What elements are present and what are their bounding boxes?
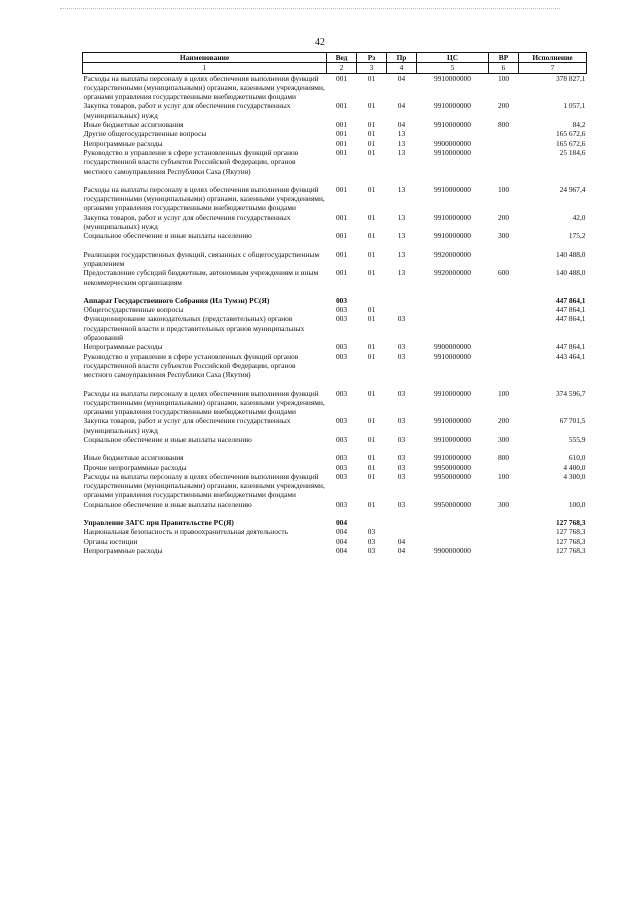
cell-val: 140 488,0 <box>555 249 586 259</box>
cell-pr: 03 <box>397 314 406 324</box>
header-num-2: 2 <box>327 63 357 73</box>
header-name: Наименование <box>83 53 327 63</box>
cell-ved: 001 <box>335 129 348 139</box>
cell-val: 25 184,6 <box>559 147 586 157</box>
cell-pr: 03 <box>397 416 406 426</box>
cell-val: 447 864,1 <box>555 342 586 352</box>
budget-table <box>82 52 587 555</box>
cell-pr: 03 <box>397 434 406 444</box>
cell-val: 127 768,3 <box>555 518 586 528</box>
cell-name: Прочие непрограммные расходы <box>83 462 187 472</box>
cell-name: Закупка товаров, работ и услуг для обеспечения государственных (муниципальных) нужд <box>83 101 291 120</box>
cell-name: Аппарат Государственного Собрания (Ил Тумэн) РС(Я) <box>83 295 270 305</box>
cell-cs: 9910000000 <box>434 434 471 444</box>
cell-name: Расходы на выплаты персоналу в целях обеспечения выполнения функций государственными (муниципальными) органами, казенными учреждениями, органами управления государственными внебюджетными фондами <box>83 471 325 500</box>
cell-pr: 13 <box>397 147 406 157</box>
table-row <box>83 129 587 138</box>
cell-pr: 13 <box>397 249 406 259</box>
cell-rz <box>357 518 387 527</box>
cell-ved: 003 <box>335 351 348 361</box>
cell-pr: 04 <box>397 120 406 130</box>
spacer-cell <box>83 241 587 250</box>
table-row <box>83 213 587 232</box>
cell-cs: 9910000000 <box>434 212 471 222</box>
cell-cs: 9910000000 <box>434 231 471 241</box>
cell-rz: 01 <box>367 184 376 194</box>
cell-rz: 01 <box>367 462 376 472</box>
cell-rz: 01 <box>367 147 376 157</box>
cell-name: Закупка товаров, работ и услуг для обеспечения государственных (муниципальных) нужд <box>83 416 291 435</box>
cell-rz: 01 <box>367 434 376 444</box>
table-row <box>83 101 587 120</box>
cell-cs: 9900000000 <box>434 545 471 555</box>
cell-pr: 04 <box>397 545 406 555</box>
cell-rz: 01 <box>367 499 376 509</box>
cell-name: Непрограммные расходы <box>83 342 163 352</box>
cell-name: Социальное обеспечение и иные выплаты населению <box>83 499 252 509</box>
cell-ved: 001 <box>335 138 348 148</box>
cell-cs: 9920000000 <box>434 249 471 259</box>
cell-cs <box>417 296 489 305</box>
table-header-number-row <box>83 63 587 73</box>
cell-val: 84,2 <box>572 120 586 130</box>
cell-ved: 003 <box>335 434 348 444</box>
table-row <box>83 352 587 380</box>
table-row <box>83 537 587 546</box>
cell-vr <box>489 296 519 305</box>
cell-vr <box>489 314 519 342</box>
row-spacer <box>83 380 587 389</box>
row-spacer <box>83 444 587 453</box>
cell-val: 24 967,4 <box>559 184 586 194</box>
cell-cs: 9920000000 <box>434 268 471 278</box>
table-row <box>83 268 587 287</box>
table-row <box>83 518 587 527</box>
row-spacer <box>83 287 587 296</box>
header-pr: Пр <box>387 53 417 63</box>
cell-cs: 9910000000 <box>434 453 471 463</box>
cell-val: 374 596,7 <box>555 388 586 398</box>
cell-vr: 600 <box>497 268 510 278</box>
cell-name: Органы юстиции <box>83 536 138 546</box>
table-row <box>83 527 587 536</box>
cell-cs <box>417 518 489 527</box>
cell-cs <box>417 527 489 536</box>
row-spacer <box>83 509 587 518</box>
cell-vr: 200 <box>497 212 510 222</box>
cell-pr: 03 <box>397 471 406 481</box>
cell-rz: 01 <box>367 416 376 426</box>
cell-ved: 004 <box>335 536 348 546</box>
cell-ved: 004 <box>335 545 348 555</box>
cell-vr <box>489 342 519 351</box>
table-row <box>83 296 587 305</box>
spacer-cell <box>83 287 587 296</box>
cell-val: 165 672,6 <box>555 129 586 139</box>
cell-cs: 9910000000 <box>434 101 471 111</box>
cell-rz: 01 <box>367 471 376 481</box>
table-row <box>83 389 587 417</box>
header-num-5: 5 <box>417 63 489 73</box>
page-number: 42 <box>315 37 325 48</box>
cell-ved: 003 <box>335 471 348 481</box>
cell-val: 4 400,0 <box>563 462 586 472</box>
cell-vr: 300 <box>497 434 510 444</box>
cell-rz: 01 <box>367 212 376 222</box>
cell-val: 378 827,1 <box>555 73 586 83</box>
cell-name: Закупка товаров, работ и услуг для обеспечения государственных (муниципальных) нужд <box>83 212 291 232</box>
cell-ved: 003 <box>335 342 348 352</box>
cell-rz: 01 <box>367 129 376 139</box>
cell-vr: 100 <box>497 73 510 83</box>
cell-ved: 004 <box>335 527 348 537</box>
spacer-cell <box>83 176 587 185</box>
table-row <box>83 231 587 240</box>
table-row <box>83 250 587 269</box>
cell-name: Непрограммные расходы <box>83 545 163 555</box>
header-num-7: 7 <box>519 63 587 73</box>
cell-name: Управление ЗАГС при Правительстве РС(Я) <box>83 518 234 528</box>
header-num-6: 6 <box>489 63 519 73</box>
cell-pr: 03 <box>397 499 406 509</box>
cell-val: 165 672,6 <box>555 138 586 148</box>
header-vr: ВР <box>489 53 519 63</box>
cell-rz: 01 <box>367 73 376 83</box>
cell-rz: 01 <box>367 388 376 398</box>
cell-pr <box>387 305 417 314</box>
cell-cs: 9910000000 <box>434 351 471 361</box>
cell-val: 447 864,1 <box>555 305 586 315</box>
cell-vr <box>489 518 519 527</box>
cell-rz: 01 <box>367 305 376 315</box>
cell-val: 4 300,0 <box>563 471 586 481</box>
cell-vr <box>489 352 519 380</box>
cell-vr: 800 <box>497 120 510 130</box>
cell-vr: 300 <box>497 231 510 241</box>
cell-cs: 9910000000 <box>434 73 471 83</box>
table-row <box>83 453 587 462</box>
cell-val: 555,9 <box>568 434 586 444</box>
cell-cs: 9910000000 <box>434 120 471 130</box>
cell-name: Другие общегосударственные вопросы <box>83 129 207 139</box>
cell-cs: 9950000000 <box>434 471 471 481</box>
cell-rz: 01 <box>367 249 376 259</box>
cell-name: Общегосударственные вопросы <box>83 305 184 315</box>
cell-ved: 001 <box>335 268 348 278</box>
cell-pr <box>387 518 417 527</box>
cell-val: 447 864,1 <box>555 295 586 305</box>
cell-name: Непрограммные расходы <box>83 138 163 148</box>
row-spacer <box>83 176 587 185</box>
cell-val: 42,0 <box>572 212 586 222</box>
cell-name: Руководство и управление в сфере установленных функций органов государственной власти субъектов Российской Федерации, органов местного самоуправления Республики Саха (Якутия) <box>83 351 299 380</box>
cell-val: 127 768,3 <box>555 536 586 546</box>
cell-rz: 01 <box>367 268 376 278</box>
cell-vr <box>489 546 519 555</box>
cell-rz: 01 <box>367 120 376 130</box>
cell-cs <box>417 314 489 342</box>
table-row <box>83 73 587 101</box>
cell-cs <box>417 305 489 314</box>
cell-cs <box>417 129 489 138</box>
cell-ved: 001 <box>335 231 348 241</box>
table-row <box>83 148 587 176</box>
cell-val: 67 701,5 <box>559 416 586 426</box>
cell-val: 100,0 <box>568 499 586 509</box>
table-row <box>83 435 587 444</box>
cell-vr <box>489 129 519 138</box>
cell-pr: 13 <box>397 212 406 222</box>
cell-val: 443 464,1 <box>555 351 586 361</box>
cell-name: Иные бюджетные ассигнования <box>83 453 184 463</box>
cell-pr: 13 <box>397 129 406 139</box>
cell-cs: 9950000000 <box>434 499 471 509</box>
cell-val: 1 057,1 <box>563 101 586 111</box>
cell-val: 447 864,1 <box>555 314 586 324</box>
cell-pr: 03 <box>397 388 406 398</box>
header-num-4: 4 <box>387 63 417 73</box>
table-row <box>83 120 587 129</box>
table-body <box>83 73 587 555</box>
cell-name: Расходы на выплаты персоналу в целях обеспечения выполнения функций государственными (муниципальными) органами, казенными учреждениями, органами управления государственными внебюджетными фондами <box>83 388 325 417</box>
cell-rz: 01 <box>367 453 376 463</box>
cell-vr: 100 <box>497 471 510 481</box>
cell-val: 175,2 <box>568 231 586 241</box>
cell-cs: 9900000000 <box>434 138 471 148</box>
header-num-1: 1 <box>83 63 327 73</box>
spacer-cell <box>83 444 587 453</box>
cell-val: 127 768,3 <box>555 545 586 555</box>
cell-vr: 200 <box>497 416 510 426</box>
cell-name: Иные бюджетные ассигнования <box>83 120 184 130</box>
cell-name: Реализация государственных функций, связанных с общегосударственным управлением <box>83 249 320 268</box>
cell-ved: 004 <box>335 518 348 528</box>
cell-rz: 01 <box>367 231 376 241</box>
cell-pr: 04 <box>397 536 406 546</box>
cell-pr <box>387 527 417 536</box>
cell-cs: 9910000000 <box>434 388 471 398</box>
spacer-cell <box>83 509 587 518</box>
cell-rz: 03 <box>367 545 376 555</box>
cell-ved: 001 <box>335 120 348 130</box>
cell-ved: 003 <box>335 416 348 426</box>
cell-name: Социальное обеспечение и иные выплаты населению <box>83 434 252 444</box>
header-cs: ЦС <box>417 53 489 63</box>
cell-vr <box>489 463 519 472</box>
cell-pr: 13 <box>397 184 406 194</box>
cell-ved: 003 <box>335 462 348 472</box>
table-row <box>83 185 587 213</box>
cell-cs: 9950000000 <box>434 462 471 472</box>
cell-rz: 03 <box>367 527 376 537</box>
cell-ved: 003 <box>335 314 348 324</box>
table-row <box>83 463 587 472</box>
cell-rz: 01 <box>367 314 376 324</box>
cell-vr <box>489 305 519 314</box>
cell-vr: 100 <box>497 388 510 398</box>
cell-rz: 01 <box>367 351 376 361</box>
cell-pr: 03 <box>397 462 406 472</box>
table-row <box>83 139 587 148</box>
cell-rz: 01 <box>367 138 376 148</box>
cell-val: 127 768,3 <box>555 527 586 537</box>
table-row <box>83 305 587 314</box>
cell-ved: 003 <box>335 305 348 315</box>
cell-vr <box>489 139 519 148</box>
cell-pr: 03 <box>397 342 406 352</box>
table-row <box>83 416 587 435</box>
cell-name: Национальная безопасность и правоохранительная деятельность <box>83 527 288 537</box>
header-rz: Рз <box>357 53 387 63</box>
table-row <box>83 546 587 555</box>
cell-vr: 200 <box>497 101 510 111</box>
table-header-row <box>83 53 587 63</box>
cell-cs: 9900000000 <box>434 342 471 352</box>
cell-cs: 9910000000 <box>434 184 471 194</box>
cell-vr: 100 <box>497 184 510 194</box>
cell-ved: 003 <box>335 388 348 398</box>
cell-cs: 9910000000 <box>434 147 471 157</box>
header-value: Исполнение <box>519 53 587 63</box>
cell-vr <box>489 537 519 546</box>
header-num-3: 3 <box>357 63 387 73</box>
cell-ved: 001 <box>335 184 348 194</box>
cell-ved: 001 <box>335 212 348 222</box>
cell-ved: 001 <box>335 147 348 157</box>
cell-pr: 03 <box>397 351 406 361</box>
cell-name: Предоставление субсидий бюджетным, автономным учреждениям и иным некоммерческим организациям <box>83 268 319 287</box>
cell-rz: 01 <box>367 342 376 352</box>
cell-ved: 003 <box>335 295 348 305</box>
cell-vr: 800 <box>497 453 510 463</box>
cell-pr <box>387 296 417 305</box>
cell-vr <box>489 527 519 536</box>
cell-pr: 13 <box>397 138 406 148</box>
table-row <box>83 314 587 342</box>
cell-vr: 300 <box>497 499 510 509</box>
cell-pr: 13 <box>397 268 406 278</box>
table-row <box>83 472 587 500</box>
cell-name: Руководство и управление в сфере установленных функций органов государственной власти субъектов Российской Федерации, органов местного самоуправления Республики Саха (Якутия) <box>83 147 299 176</box>
cell-cs <box>417 537 489 546</box>
cell-pr: 04 <box>397 73 406 83</box>
row-spacer <box>83 241 587 250</box>
header-ved: Вед <box>327 53 357 63</box>
cell-pr: 03 <box>397 453 406 463</box>
cell-pr: 13 <box>397 231 406 241</box>
cell-rz: 01 <box>367 101 376 111</box>
cell-name: Функционирование законодательных (представительных) органов государственной власти и представительных органов муниципальных образований <box>83 314 305 343</box>
cell-vr <box>489 250 519 269</box>
cell-val: 610,0 <box>568 453 586 463</box>
cell-ved: 001 <box>335 101 348 111</box>
cell-vr <box>489 148 519 176</box>
cell-name: Расходы на выплаты персоналу в целях обеспечения выполнения функций государственными (муниципальными) органами, казенными учреждениями, органами управления государственными внебюджетными фондами <box>83 73 325 102</box>
table-row <box>83 342 587 351</box>
cell-cs: 9910000000 <box>434 416 471 426</box>
cell-ved: 001 <box>335 249 348 259</box>
cell-rz: 03 <box>367 536 376 546</box>
cell-ved: 003 <box>335 453 348 463</box>
cell-ved: 001 <box>335 73 348 83</box>
scan-artifact-line <box>60 8 560 11</box>
cell-val: 140 488,0 <box>555 268 586 278</box>
cell-pr: 04 <box>397 101 406 111</box>
spacer-cell <box>83 380 587 389</box>
cell-rz <box>357 296 387 305</box>
cell-name: Расходы на выплаты персоналу в целях обеспечения выполнения функций государственными (муниципальными) органами, казенными учреждениями, органами управления государственными внебюджетными фондами <box>83 184 325 213</box>
cell-ved: 003 <box>335 499 348 509</box>
table-row <box>83 500 587 509</box>
cell-name: Социальное обеспечение и иные выплаты населению <box>83 231 252 241</box>
